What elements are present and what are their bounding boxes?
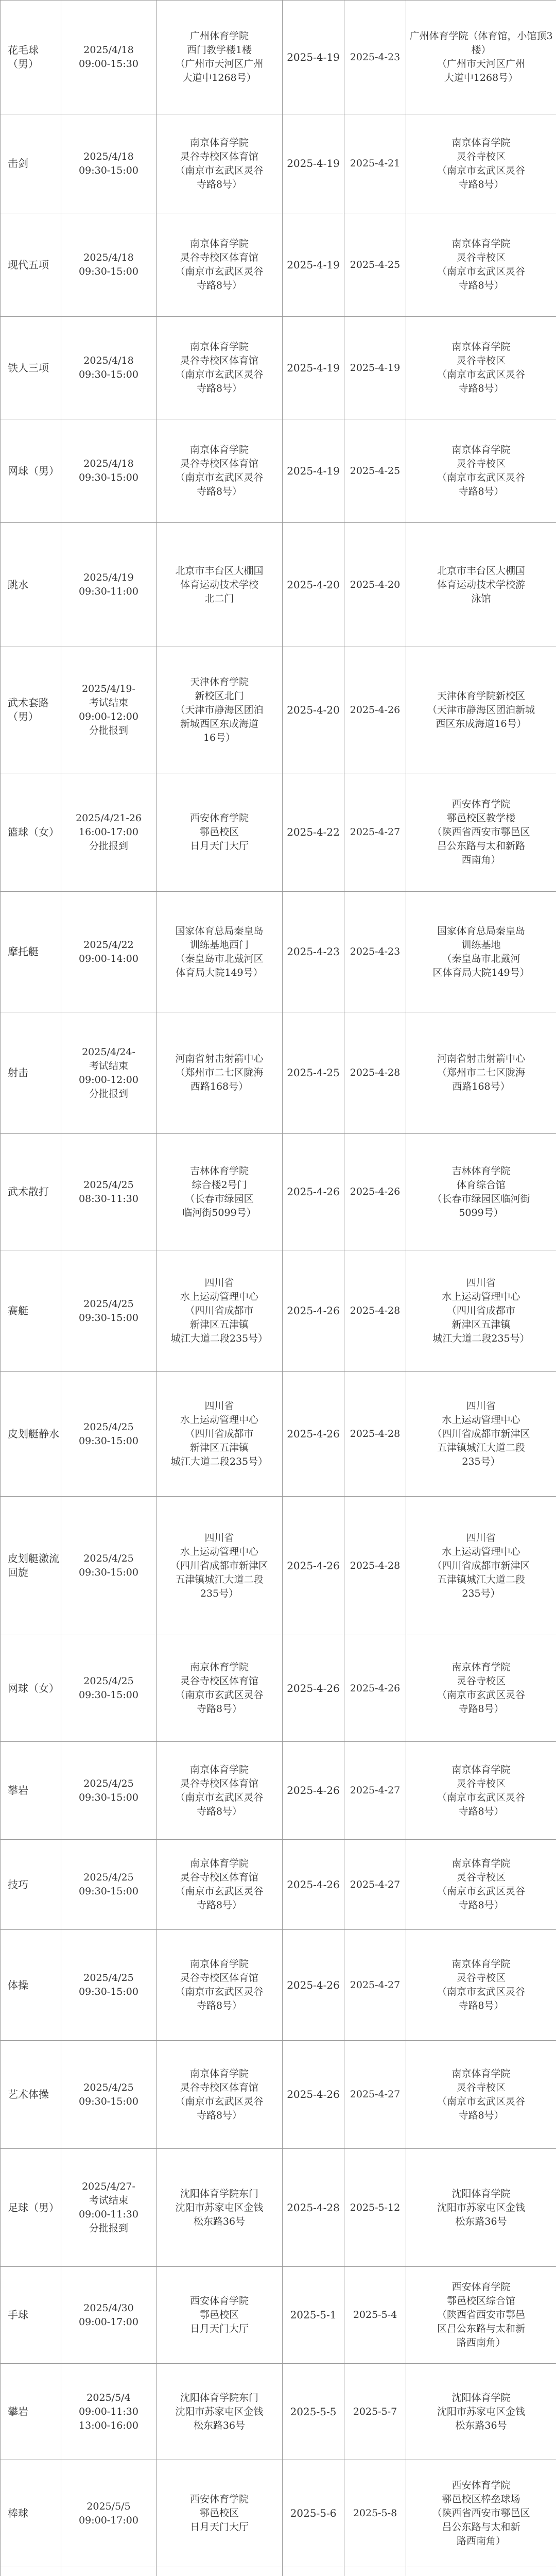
- sport-cell: 花毛球（男）: [1, 1, 61, 114]
- apply-time-cell: 2025/4/25 09:30-15:00: [61, 1742, 157, 1840]
- table-row: [1, 2267, 556, 2364]
- apply-time-cell: 2025/4/18 09:30-15:00: [61, 114, 157, 213]
- table-row: [1, 1742, 556, 1840]
- apply-venue-cell: 沈阳体育学院东门 沈阳市苏家屯区金钱 松东路36号: [157, 2149, 283, 2267]
- sport-cell: 皮划艇激流回旋: [1, 1497, 61, 1635]
- exam-address-cell: 沈阳体育学院 沈阳市苏家屯区金钱 松东路36号: [406, 2149, 556, 2267]
- result-date-cell: 2025-4-27: [344, 1840, 406, 1930]
- exam-address-cell: 南京体育学院 灵谷寺校区 （南京市玄武区灵谷 寺路8号）: [406, 114, 556, 213]
- exam-date-cell: 2025-5-6: [283, 2460, 344, 2567]
- apply-time-cell: 2025/4/18 09:30-15:00: [61, 213, 157, 317]
- exam-date-cell: 2025-4-19: [283, 419, 344, 523]
- sport-cell: 足球（男）: [1, 2149, 61, 2267]
- exam-date-cell: 2025-4-26: [283, 1635, 344, 1742]
- table-row: [1, 1930, 556, 2041]
- exam-date-cell: [283, 2567, 344, 2576]
- result-date-cell: 2025-4-27: [344, 773, 406, 892]
- exam-address-cell: 北京市丰台区大棚国 体育运动技术学校游 泳馆: [406, 523, 556, 647]
- sport-cell: [1, 2567, 61, 2576]
- exam-date-cell: 2025-4-26: [283, 1930, 344, 2041]
- exam-address-cell: 西安体育学院 鄠邑校区综合馆 （陕西省西安市鄠邑 区吕公东路与太和新 路西南角）: [406, 2267, 556, 2364]
- apply-venue-cell: 南京体育学院 灵谷寺校区体育馆 （南京市玄武区灵谷 寺路8号）: [157, 1930, 283, 2041]
- apply-venue-cell: 南京体育学院 灵谷寺校区体育馆 （南京市玄武区灵谷 寺路8号）: [157, 1742, 283, 1840]
- apply-venue-cell: 南京体育学院 灵谷寺校区体育馆 （南京市玄武区灵谷 寺路8号）: [157, 317, 283, 419]
- table-row: [1, 1372, 556, 1497]
- apply-venue-cell: 四川省 水上运动管理中心 （四川省成都市 新津区五津镇 城江大道二段235号）: [157, 1250, 283, 1372]
- result-date-cell: 2025-4-19: [344, 317, 406, 419]
- exam-address-cell: 国家体育总局秦皇岛 训练基地 （秦皇岛市北戴河 区体育局大院149号）: [406, 892, 556, 1012]
- apply-venue-cell: 南京体育学院 灵谷寺校区体育馆 （南京市玄武区灵谷 寺路8号）: [157, 114, 283, 213]
- exam-address-cell: 吉林体育学院 体育综合馆 （长春市绿园区临河街 5099号）: [406, 1134, 556, 1250]
- apply-venue-cell: 沈阳体育学院东门 沈阳市苏家屯区金钱 松东路36号: [157, 2364, 283, 2460]
- table-row: [1, 647, 556, 773]
- result-date-cell: 2025-5-12: [344, 2149, 406, 2267]
- result-date-cell: [344, 2567, 406, 2576]
- table-row: [1, 114, 556, 213]
- sport-cell: 摩托艇: [1, 892, 61, 1012]
- exam-address-cell: 南京体育学院 灵谷寺校区 （南京市玄武区灵谷 寺路8号）: [406, 1635, 556, 1742]
- exam-address-cell: 河南省射击射箭中心 （郑州市二七区陇海 西路168号）: [406, 1012, 556, 1134]
- exam-address-cell: 南京体育学院 灵谷寺校区 （南京市玄武区灵谷 寺路8号）: [406, 1840, 556, 1930]
- apply-venue-cell: [157, 2567, 283, 2576]
- apply-venue-cell: 西安体育学院 鄠邑校区 日月天门大厅: [157, 2460, 283, 2567]
- apply-time-cell: 2025/4/25 08:30-11:30: [61, 1134, 157, 1250]
- sport-cell: 铁人三项: [1, 317, 61, 419]
- exam-address-cell: 四川省 水上运动管理中心 （四川省成都市新津区 五津镇城江大道二段 235号）: [406, 1372, 556, 1497]
- result-date-cell: 2025-4-23: [344, 1, 406, 114]
- table-row: [1, 773, 556, 892]
- result-date-cell: 2025-4-20: [344, 523, 406, 647]
- exam-address-cell: 南京体育学院 灵谷寺校区 （南京市玄武区灵谷 寺路8号）: [406, 213, 556, 317]
- result-date-cell: 2025-4-28: [344, 1012, 406, 1134]
- sport-cell: 击剑: [1, 114, 61, 213]
- result-date-cell: 2025-5-7: [344, 2364, 406, 2460]
- result-date-cell: 2025-4-25: [344, 419, 406, 523]
- apply-time-cell: 2025/4/30 09:00-17:00: [61, 2267, 157, 2364]
- apply-time-cell: 2025/4/27- 考试结束 09:00-11:30 分批报到: [61, 2149, 157, 2267]
- apply-venue-cell: 南京体育学院 灵谷寺校区体育馆 （南京市玄武区灵谷 寺路8号）: [157, 1635, 283, 1742]
- exam-date-cell: 2025-4-26: [283, 1372, 344, 1497]
- sport-cell: 攀岩: [1, 1742, 61, 1840]
- sport-cell: 篮球（女）: [1, 773, 61, 892]
- apply-time-cell: 2025/4/25 09:30-15:00: [61, 1497, 157, 1635]
- table-row: [1, 419, 556, 523]
- exam-date-cell: 2025-4-20: [283, 647, 344, 773]
- exam-address-cell: 广州体育学院（体育馆，小馆顶3楼） （广州市天河区广州 大道中1268号）: [406, 1, 556, 114]
- apply-venue-cell: 西安体育学院 鄠邑校区 日月天门大厅: [157, 2267, 283, 2364]
- table-row: [1, 892, 556, 1012]
- apply-time-cell: 2025/4/18 09:00-15:30: [61, 1, 157, 114]
- apply-time-cell: 2025/4/24- 考试结束 09:00-12:00 分批报到: [61, 1012, 157, 1134]
- table-row: [1, 1635, 556, 1742]
- exam-address-cell: 南京体育学院 灵谷寺校区 （南京市玄武区灵谷 寺路8号）: [406, 1742, 556, 1840]
- sport-cell: 艺术体操: [1, 2041, 61, 2149]
- result-date-cell: 2025-4-26: [344, 647, 406, 773]
- result-date-cell: 2025-5-4: [344, 2267, 406, 2364]
- apply-venue-cell: 北京市丰台区大棚国 体育运动技术学校 北二门: [157, 523, 283, 647]
- table-row: [1, 1497, 556, 1635]
- exam-date-cell: 2025-4-26: [283, 1497, 344, 1635]
- apply-time-cell: 2025/4/19- 考试结束 09:00-12:00 分批报到: [61, 647, 157, 773]
- sport-cell: 现代五项: [1, 213, 61, 317]
- table-row: [1, 2460, 556, 2567]
- exam-address-cell: 南京体育学院 灵谷寺校区 （南京市玄武区灵谷 寺路8号）: [406, 419, 556, 523]
- exam-date-cell: 2025-4-19: [283, 213, 344, 317]
- table-row: [1, 1, 556, 114]
- result-date-cell: 2025-4-27: [344, 2041, 406, 2149]
- table-row: [1, 317, 556, 419]
- apply-venue-cell: 国家体育总局秦皇岛 训练基地西门 （秦皇岛市北戴河区 体育局大院149号）: [157, 892, 283, 1012]
- apply-venue-cell: 四川省 水上运动管理中心 （四川省成都市新津区 五津镇城江大道二段 235号）: [157, 1497, 283, 1635]
- apply-time-cell: 2025/4/25 09:30-15:00: [61, 1372, 157, 1497]
- result-date-cell: 2025-5-8: [344, 2460, 406, 2567]
- result-date-cell: 2025-4-25: [344, 213, 406, 317]
- table-row: [1, 2041, 556, 2149]
- exam-date-cell: 2025-4-26: [283, 1742, 344, 1840]
- sport-cell: 手球: [1, 2267, 61, 2364]
- apply-venue-cell: 南京体育学院 灵谷寺校区体育馆 （南京市玄武区灵谷 寺路8号）: [157, 2041, 283, 2149]
- result-date-cell: 2025-4-27: [344, 1930, 406, 2041]
- exam-address-cell: 天津体育学院新校区 （天津市静海区团泊新城 西区东成海道16号）: [406, 647, 556, 773]
- apply-time-cell: 2025/4/25 09:30-15:00: [61, 2041, 157, 2149]
- sport-cell: 武术套路（男）: [1, 647, 61, 773]
- apply-venue-cell: 四川省 水上运动管理中心 （四川省成都市 新津区五津镇 城江大道二段235号）: [157, 1372, 283, 1497]
- apply-time-cell: 2025/4/25 09:30-15:00: [61, 1250, 157, 1372]
- sport-cell: 网球（男）: [1, 419, 61, 523]
- apply-time-cell: 2025/4/25 09:30-15:00: [61, 1930, 157, 2041]
- apply-venue-cell: 南京体育学院 灵谷寺校区体育馆 （南京市玄武区灵谷 寺路8号）: [157, 1840, 283, 1930]
- table-row: [1, 1134, 556, 1250]
- apply-venue-cell: 广州体育学院 西门教学楼1楼 （广州市天河区广州 大道中1268号）: [157, 1, 283, 114]
- apply-venue-cell: 南京体育学院 灵谷寺校区体育馆 （南京市玄武区灵谷 寺路8号）: [157, 213, 283, 317]
- apply-time-cell: 2025/4/18 09:30-15:00: [61, 419, 157, 523]
- exam-date-cell: 2025-5-5: [283, 2364, 344, 2460]
- exam-date-cell: 2025-4-26: [283, 2041, 344, 2149]
- exam-address-cell: 南京体育学院 灵谷寺校区 （南京市玄武区灵谷 寺路8号）: [406, 1930, 556, 2041]
- sport-cell: 赛艇: [1, 1250, 61, 1372]
- exam-date-cell: 2025-4-19: [283, 114, 344, 213]
- exam-date-cell: 2025-5-1: [283, 2267, 344, 2364]
- sport-cell: 技巧: [1, 1840, 61, 1930]
- exam-date-cell: 2025-4-20: [283, 523, 344, 647]
- exam-date-cell: 2025-4-26: [283, 1840, 344, 1930]
- result-date-cell: 2025-4-28: [344, 1372, 406, 1497]
- apply-time-cell: 2025/4/25 09:30-15:00: [61, 1840, 157, 1930]
- table-row: [1, 2364, 556, 2460]
- table-row: [1, 1250, 556, 1372]
- table-row: [1, 2149, 556, 2267]
- sport-cell: 网球（女）: [1, 1635, 61, 1742]
- sport-cell: 棒球: [1, 2460, 61, 2567]
- exam-date-cell: 2025-4-26: [283, 1134, 344, 1250]
- exam-date-cell: 2025-4-23: [283, 892, 344, 1012]
- exam-address-cell: 西安体育学院 鄠邑校区棒垒球场 （陕西省西安市鄠邑区 吕公东路与太和新 路西南角）: [406, 2460, 556, 2567]
- apply-venue-cell: 西安体育学院 鄠邑校区 日月天门大厅: [157, 773, 283, 892]
- exam-date-cell: 2025-4-28: [283, 2149, 344, 2267]
- table-row: [1, 1840, 556, 1930]
- exam-address-cell: 沈阳体育学院 沈阳市苏家屯区金钱 松东路36号: [406, 2364, 556, 2460]
- table-row: [1, 1012, 556, 1134]
- apply-venue-cell: 天津体育学院 新校区北门 （天津市静海区团泊 新城西区东成海道 16号）: [157, 647, 283, 773]
- apply-time-cell: 2025/4/18 09:30-15:00: [61, 317, 157, 419]
- exam-address-cell: 西安体育学院 鄠邑校区教学楼 （陕西省西安市鄠邑区 吕公东路与太和新路 西南角）: [406, 773, 556, 892]
- result-date-cell: 2025-4-21: [344, 114, 406, 213]
- apply-venue-cell: 河南省射击射箭中心 （郑州市二七区陇海 西路168号）: [157, 1012, 283, 1134]
- result-date-cell: 2025-4-28: [344, 1250, 406, 1372]
- result-date-cell: 2025-4-23: [344, 892, 406, 1012]
- table-row: [1, 523, 556, 647]
- exam-address-cell: 四川省 水上运动管理中心 （四川省成都市新津区 五津镇城江大道二段 235号）: [406, 1497, 556, 1635]
- table-row: [1, 213, 556, 317]
- sport-cell: 射击: [1, 1012, 61, 1134]
- exam-address-cell: [406, 2567, 556, 2576]
- apply-time-cell: 2025/5/4 09:00-11:30 13:00-16:00: [61, 2364, 157, 2460]
- sport-cell: 攀岩: [1, 2364, 61, 2460]
- result-date-cell: 2025-4-28: [344, 1497, 406, 1635]
- apply-time-cell: 2025/4/19 09:30-11:00: [61, 523, 157, 647]
- sport-cell: 武术散打: [1, 1134, 61, 1250]
- sport-cell: 跳水: [1, 523, 61, 647]
- exam-date-cell: 2025-4-19: [283, 1, 344, 114]
- apply-time-cell: 2025/5/5 09:00-17:00: [61, 2460, 157, 2567]
- exam-date-cell: 2025-4-26: [283, 1250, 344, 1372]
- apply-venue-cell: 南京体育学院 灵谷寺校区体育馆 （南京市玄武区灵谷 寺路8号）: [157, 419, 283, 523]
- apply-venue-cell: 吉林体育学院 综合楼2号门 （长春市绿园区 临河街5099号）: [157, 1134, 283, 1250]
- exam-date-cell: 2025-4-19: [283, 317, 344, 419]
- result-date-cell: 2025-4-26: [344, 1635, 406, 1742]
- exam-address-cell: 四川省 水上运动管理中心 （四川省成都市 新津区五津镇 城江大道二段235号）: [406, 1250, 556, 1372]
- exam-date-cell: 2025-4-25: [283, 1012, 344, 1134]
- apply-time-cell: [61, 2567, 157, 2576]
- exam-date-cell: 2025-4-22: [283, 773, 344, 892]
- sport-cell: 皮划艇静水: [1, 1372, 61, 1497]
- apply-time-cell: 2025/4/25 09:30-15:00: [61, 1635, 157, 1742]
- exam-address-cell: 南京体育学院 灵谷寺校区 （南京市玄武区灵谷 寺路8号）: [406, 317, 556, 419]
- sport-cell: 体操: [1, 1930, 61, 2041]
- apply-time-cell: 2025/4/21-26 16:00-17:00 分批报到: [61, 773, 157, 892]
- apply-time-cell: 2025/4/22 09:00-14:00: [61, 892, 157, 1012]
- result-date-cell: 2025-4-27: [344, 1742, 406, 1840]
- result-date-cell: 2025-4-26: [344, 1134, 406, 1250]
- exam-address-cell: 南京体育学院 灵谷寺校区 （南京市玄武区灵谷 寺路8号）: [406, 2041, 556, 2149]
- table-row: [1, 2567, 556, 2576]
